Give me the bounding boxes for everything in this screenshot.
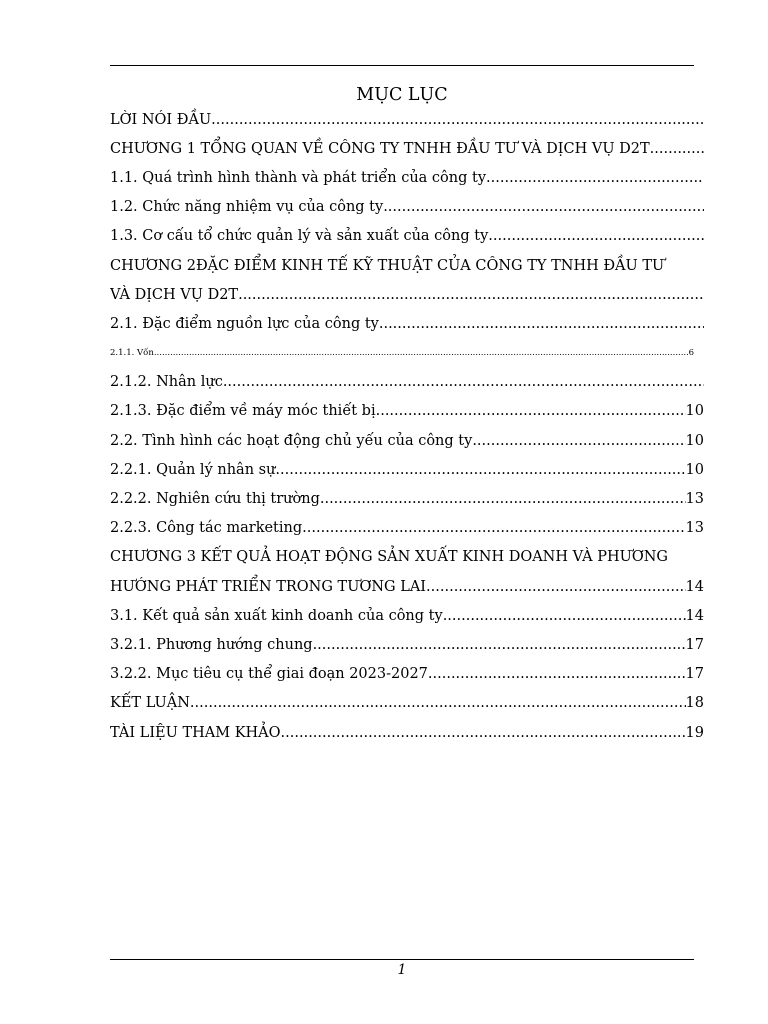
toc-entry[interactable] [110,134,704,163]
toc-entry[interactable] [110,455,704,484]
toc-title: MỤC LỤC [356,85,448,105]
page-number: 1 [397,962,407,978]
toc-entry[interactable] [110,572,704,601]
toc-entry-text: 2.2. Tình hình các hoạt động chủ yếu của công ty [110,432,473,449]
toc-entry[interactable] [110,251,704,280]
toc-entry[interactable] [110,193,704,222]
toc-entry-text: 1.2. Chức năng nhiệm vụ của công ty [110,199,384,216]
toc-leader-dots [238,287,704,303]
toc-leader-dots [211,112,704,128]
toc-entry[interactable] [110,105,704,134]
toc-entry-text: 1.3. Cơ cấu tổ chức quản lý và sản xuất của công ty [110,228,489,245]
toc-entry[interactable] [110,163,704,192]
toc-entry-text: TÀI LIỆU THAM KHẢO [110,724,281,741]
toc-entry-page: 13 [685,491,704,508]
toc-leader-dots [488,228,704,244]
toc-entry-text: LỜI NÓI ĐẦU [110,111,212,128]
toc-entry-text: 3.2.2. Mục tiêu cụ thể giai đoạn 2023-2027 [110,666,428,683]
toc-leader-dots [486,170,704,186]
toc-entry-text: 2.2.2. Nghiên cứu thị trường [110,491,320,508]
toc-leader-dots [281,725,686,741]
toc-leader-dots [223,374,704,390]
toc-entry-page: 10 [685,403,704,420]
toc-entry[interactable] [110,514,704,543]
toc-entry-page: 19 [685,724,704,741]
toc-entry[interactable] [110,397,704,426]
toc-entry[interactable] [110,222,704,251]
toc-leader-dots [650,141,704,157]
toc-entry-text: CHƯƠNG 3 KẾT QUẢ HOẠT ĐỘNG SẢN XUẤT KINH DOANH VÀ PHƯƠNG [110,549,668,566]
toc-leader-dots [443,608,686,624]
toc-entry-text: 3.1. Kết quả sản xuất kinh doanh của công ty [110,607,443,624]
toc-entry[interactable] [110,689,704,718]
toc-entry-text: 2.1.1. Vốn [110,348,154,359]
toc-entry-text: HƯỚNG PHÁT TRIỂN TRONG TƯƠNG LAI [110,578,427,595]
toc-entry-text: 2.2.3. Công tác marketing [110,520,303,537]
toc-entry-page: 17 [685,666,704,683]
toc-entry-text: 2.1. Đặc điểm nguồn lực của công ty [110,315,379,332]
table-of-contents [110,105,704,747]
toc-leader-dots [376,403,686,419]
footer-rule [110,959,694,960]
toc-entry[interactable] [110,368,704,397]
toc-entry-text: 3.2.1. Phương hướng chung [110,636,313,653]
toc-entry-page: 17 [685,636,704,653]
toc-entry[interactable] [110,426,704,455]
toc-entry[interactable] [110,660,704,689]
toc-entry[interactable] [110,339,704,368]
toc-entry-page: 14 [685,607,704,624]
toc-entry-text: 1.1. Quá trình hình thành và phát triển của công ty [110,169,487,186]
header-rule [110,65,694,66]
toc-entry-text: KẾT LUẬN [110,695,190,712]
toc-leader-dots [426,579,686,595]
toc-entry-page: 10 [685,461,704,478]
toc-entry[interactable] [110,543,704,572]
toc-entry-text: VÀ DỊCH VỤ D2T [110,286,239,303]
toc-entry-text: CHƯƠNG 2ĐẶC ĐIỂM KINH TẾ KỸ THUẬT CỦA CÔNG TY TNHH ĐẦU TƯ [110,257,665,274]
toc-entry-text: 2.1.2. Nhân lực [110,374,223,391]
toc-leader-dots [313,637,686,653]
toc-entry-page: 6 [688,348,694,359]
toc-entry-page: 18 [685,695,704,712]
toc-leader-dots [154,348,689,358]
toc-entry-text: CHƯƠNG 1 TỔNG QUAN VỀ CÔNG TY TNHH ĐẦU TƯ VÀ DỊCH VỤ D2T [110,140,650,157]
toc-leader-dots [190,695,686,711]
toc-entry[interactable] [110,718,704,747]
toc-leader-dots [428,666,686,682]
toc-entry-page: 13 [685,520,704,537]
toc-leader-dots [379,316,704,332]
toc-leader-dots [383,199,704,215]
toc-entry[interactable] [110,484,704,513]
toc-entry-text: 2.2.1. Quản lý nhân sự [110,461,276,478]
toc-entry-page: 14 [685,578,704,595]
toc-leader-dots [275,462,685,478]
toc-entry[interactable] [110,601,704,630]
toc-entry[interactable] [110,280,704,309]
toc-entry-text: 2.1.3. Đặc điểm về máy móc thiết bị [110,403,376,420]
toc-entry[interactable] [110,630,704,659]
toc-leader-dots [472,433,685,449]
toc-leader-dots [320,491,686,507]
toc-entry-page: 10 [685,432,704,449]
toc-leader-dots [302,520,685,536]
toc-entry[interactable] [110,309,704,338]
